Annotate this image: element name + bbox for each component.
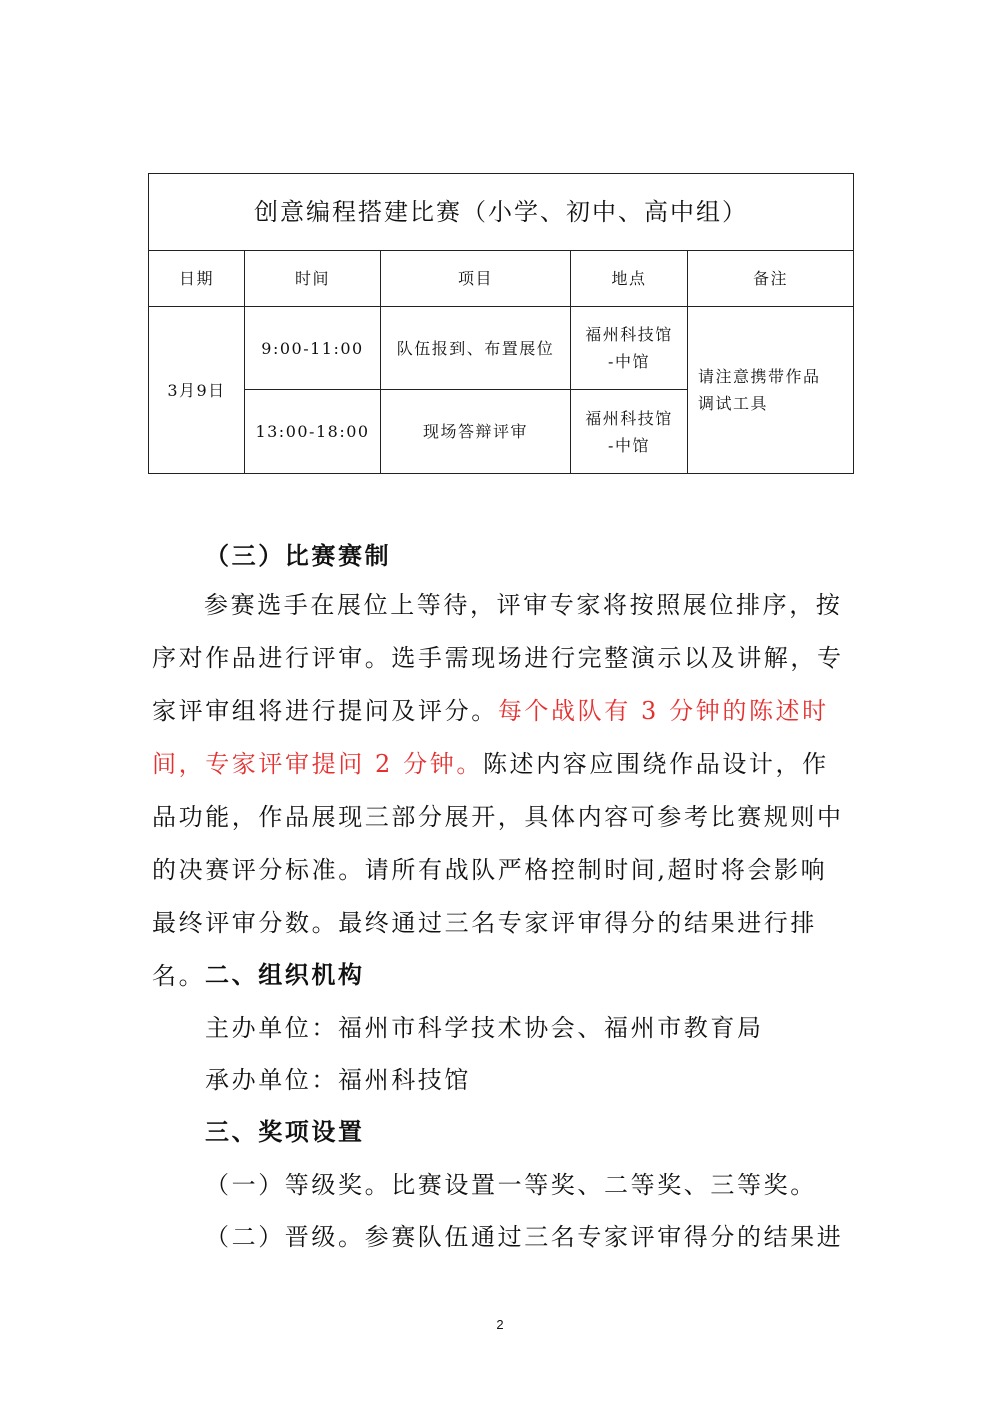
place-line: -中馆	[608, 352, 650, 371]
place-line: -中馆	[608, 435, 650, 455]
item-cell: 现场答辩评审	[381, 390, 571, 474]
note-cell	[688, 307, 854, 474]
awards-item-2: （二）晋级。参赛队伍通过三名专家评审得分的结果进	[205, 1223, 844, 1251]
header-note: 备注	[688, 251, 854, 307]
note-line: 调试工具	[698, 394, 769, 413]
time-cell: 13:00-18:00	[245, 390, 381, 474]
place-line: 福州科技馆	[585, 325, 673, 344]
awards-item-1: （一）等级奖。比赛设置一等奖、二等奖、三等奖。	[205, 1171, 817, 1199]
format-text-part2: 陈述内容应围绕作品设计，作品功能，作品展现三部分展开，具体内容可参考比赛规则中的决赛评分标准。请所有战队严格控制时间,超时将会影响最终评审分数。最终通过三名专家评审得分的结果进行排名。	[152, 750, 844, 990]
place-cell	[571, 307, 688, 390]
header-place: 地点	[571, 251, 688, 307]
section-format-heading: （三）比赛赛制	[205, 541, 392, 570]
time-cell: 9:00-11:00	[245, 307, 381, 390]
table-title: 创意编程搭建比赛（小学、初中、高中组）	[149, 174, 854, 251]
organizer-line: 承办单位：福州科技馆	[205, 1066, 471, 1094]
place-cell	[571, 390, 688, 474]
awards-heading: 三、奖项设置	[205, 1117, 365, 1146]
note-line: 请注意携带作品	[698, 367, 821, 386]
format-text-part1: 参赛选手在展位上等待，评审专家将按照展位排序，按序对作品进行评审。选手需现场进行完整演示以及讲解，专家评审组将进行提问及评分。	[152, 591, 844, 725]
host-line: 主办单位：福州市科学技术协会、福州市教育局	[205, 1014, 764, 1042]
schedule-table	[148, 173, 854, 474]
date-cell: 3月9日	[149, 307, 245, 474]
header-time: 时间	[245, 251, 381, 307]
place-line: 福州科技馆	[585, 408, 673, 428]
table-row	[149, 307, 854, 390]
format-text-highlight: 每个战队有 3 分钟的陈述时间，专家评审提问 2 分钟。	[152, 697, 829, 778]
section-format-paragraph	[152, 579, 852, 1003]
item-cell: 队伍报到、布置展位	[381, 307, 571, 390]
page-number: 2	[496, 1317, 504, 1332]
header-date: 日期	[149, 251, 245, 307]
organization-heading: 二、组织机构	[205, 960, 365, 989]
header-item: 项目	[381, 251, 571, 307]
